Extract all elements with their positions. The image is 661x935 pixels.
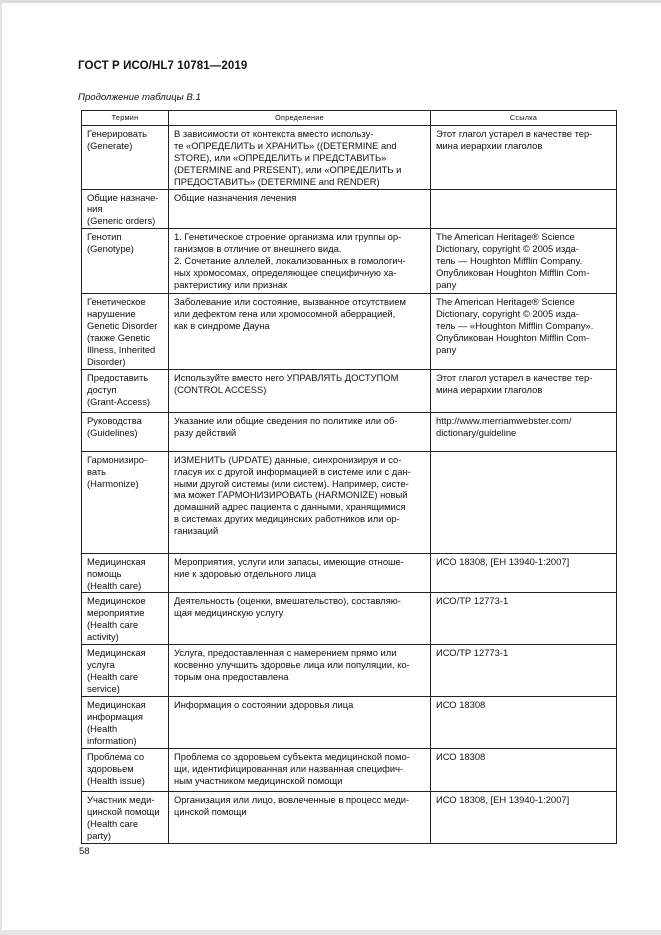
term-cell-line: Проблема со <box>87 751 145 763</box>
definition-cell-line: ными другой системы (или систем). Например, систе- <box>174 477 409 489</box>
definition-cell-line: Используйте вместо него УПРАВЛЯТЬ ДОСТУПОМ <box>174 371 399 383</box>
definition-cell-line: или дефектом гена или хромосомной аберрацией, <box>174 308 396 320</box>
definition-cell-line: Информация о состоянии здоровья лица <box>174 699 354 711</box>
term-cell-line: (Health care <box>87 619 139 631</box>
table-row <box>82 126 617 190</box>
column-header-term: Термин <box>82 111 169 126</box>
term-cell-line: (Health care) <box>87 579 142 591</box>
table-row <box>82 645 617 697</box>
definition-cell-line: ИЗМЕНИТЬ (UPDATE) данные, синхронизируя и со- <box>174 453 402 465</box>
table-caption: Продолжение таблицы В.1 <box>78 92 201 103</box>
term-cell <box>82 792 169 844</box>
table-row <box>82 553 617 593</box>
definition-cell <box>169 792 431 844</box>
definition-cell <box>169 126 431 190</box>
term-cell <box>82 553 169 593</box>
term-cell-line: ния <box>87 203 103 215</box>
reference-cell <box>431 697 617 749</box>
reference-cell <box>431 593 617 645</box>
term-cell-line: Генерировать <box>87 128 147 139</box>
term-cell <box>82 126 169 190</box>
table-row <box>82 451 617 553</box>
term-cell-line: (Grant-Access) <box>87 395 151 407</box>
definition-cell-line: ПРЕДОСТАВИТЬ» (DETERMINE and RENDER) <box>174 175 380 187</box>
reference-cell <box>431 451 617 553</box>
reference-cell-line: pany <box>436 278 457 290</box>
document-header: ГОСТ Р ИСО/HL7 10781—2019 <box>78 60 248 72</box>
page-edge-left <box>0 0 2 935</box>
reference-cell <box>431 294 617 369</box>
term-cell-line: доступ <box>87 383 117 395</box>
definition-cell-line: Общие назначения лечения <box>174 191 297 203</box>
term-cell-line: Disorder) <box>87 355 126 367</box>
definition-cell-line: разу действий <box>174 426 237 438</box>
table-row <box>82 749 617 792</box>
term-cell-line: информация <box>87 710 143 722</box>
reference-cell-line: dictionary/guideline <box>436 426 517 438</box>
term-cell-line: мероприятие <box>87 607 145 619</box>
definition-cell-line: цинской помощи <box>174 805 247 817</box>
term-cell-line: Гармонизиро- <box>87 453 148 465</box>
term-cell <box>82 412 169 451</box>
term-cell-line: (Health <box>87 722 118 734</box>
definition-cell-line: 1. Генетическое строение организма или группы ор- <box>174 231 402 243</box>
term-cell-line: Генотип <box>87 231 122 243</box>
term-cell <box>82 189 169 229</box>
reference-cell-line: Этот глагол устарел в качестве тер- <box>436 128 593 139</box>
term-cell-line: Медицинское <box>87 595 146 607</box>
definition-cell <box>169 412 431 451</box>
reference-cell-line: ИСО 18308 <box>436 751 486 763</box>
term-cell <box>82 369 169 412</box>
definition-cell <box>169 294 431 369</box>
term-cell-line: (Guidelines) <box>87 426 138 438</box>
definition-cell-line: ние к здоровью отдельного лица <box>174 567 317 579</box>
definition-cell-line: STORE), или «ОПРЕДЕЛИТЬ и ПРЕДСТАВИТЬ» <box>174 151 387 163</box>
definition-cell <box>169 645 431 697</box>
reference-cell-line: Опубликован Houghton Mifflin Com- <box>436 266 590 278</box>
term-cell <box>82 645 169 697</box>
definition-cell-line: Проблема со здоровьем субъекта медицинской помо- <box>174 751 410 763</box>
definition-cell-line: ным участником медицинской помощи <box>174 774 343 786</box>
definition-cell-line: щая медицинскую услугу <box>174 607 284 619</box>
term-cell-line: (Generic orders) <box>87 215 156 227</box>
definition-cell <box>169 553 431 593</box>
definition-cell <box>169 189 431 229</box>
page-edge-top <box>0 0 661 3</box>
term-cell-line: здоровьем <box>87 762 134 774</box>
definition-cell-line: В зависимости от контекста вместо использу- <box>174 128 374 139</box>
term-cell-line: (также Genetic <box>87 331 151 343</box>
table-row <box>82 369 617 412</box>
definition-cell-line: Заболевание или состояние, вызванное отсутствием <box>174 296 406 308</box>
table-row <box>82 189 617 229</box>
term-cell-line: услуга <box>87 658 115 670</box>
definition-cell <box>169 451 431 553</box>
definition-cell-line: Организация или лицо, вовлеченные в процесс меди- <box>174 794 410 806</box>
definition-cell-line: ганизаций <box>174 525 219 537</box>
reference-cell <box>431 749 617 792</box>
column-header-reference: Ссылка <box>431 111 617 126</box>
reference-cell <box>431 645 617 697</box>
term-cell-line: цинской помощи <box>87 805 160 817</box>
term-cell-line: (Health care <box>87 817 139 829</box>
definition-cell-line: Услуга, предоставленная с намерением прямо или <box>174 647 397 659</box>
term-cell-line: Общие назначе- <box>87 191 159 203</box>
page-edge-bottom <box>0 930 661 935</box>
table-row <box>82 412 617 451</box>
term-cell-line: Руководства <box>87 414 142 426</box>
reference-cell <box>431 126 617 190</box>
definition-cell-line: ма может ГАРМОНИЗИРОВАТЬ (HARMONIZE) новый <box>174 489 408 501</box>
term-cell-line: (Health care <box>87 670 139 682</box>
term-cell-line: Illness, Inherited <box>87 343 156 355</box>
reference-cell <box>431 792 617 844</box>
reference-cell-line: тель — «Houghton Mifflin Company». <box>436 320 594 332</box>
term-cell-line: Генетическое <box>87 296 146 308</box>
reference-cell <box>431 412 617 451</box>
term-cell-line: Медицинская <box>87 647 146 659</box>
definition-cell-line: ных хромосомах, определяющее специфичную ха- <box>174 266 397 278</box>
term-cell-line: (Generate) <box>87 139 133 151</box>
term-cell-line: нарушение <box>87 308 136 320</box>
table-row <box>82 294 617 369</box>
term-cell-line: (Genotype) <box>87 243 134 255</box>
definition-cell-line: те «ОПРЕДЕЛИТЬ и ХРАНИТЬ» ((DETERMINE and <box>174 139 397 151</box>
term-cell-line: activity) <box>87 631 119 643</box>
reference-cell-line: http://www.merriamwebster.com/ <box>436 414 572 426</box>
reference-cell-line: мина иерархии глаголов <box>436 383 543 395</box>
reference-cell-line: ИСО 18308, [ЕН 13940-1:2007] <box>436 555 570 567</box>
page-number: 58 <box>79 846 90 857</box>
reference-cell <box>431 229 617 294</box>
term-cell-line: Медицинская <box>87 699 146 711</box>
definition-cell-line: щи, идентифицированная или названная специфич- <box>174 762 404 774</box>
reference-cell <box>431 553 617 593</box>
term-cell <box>82 749 169 792</box>
reference-cell-line: The American Heritage® Science <box>436 296 575 308</box>
term-cell <box>82 229 169 294</box>
term-cell-line: (Health issue) <box>87 774 145 786</box>
term-cell-line: помощь <box>87 567 122 579</box>
reference-cell-line: ИСО/ТР 12773-1 <box>436 647 509 659</box>
definition-cell <box>169 369 431 412</box>
term-cell-line: service) <box>87 682 120 694</box>
term-cell-line: information) <box>87 734 137 746</box>
reference-cell-line: Dictionary, copyright © 2005 изда- <box>436 243 579 255</box>
reference-cell-line: Этот глагол устарел в качестве тер- <box>436 371 593 383</box>
definition-cell <box>169 229 431 294</box>
column-header-definition: Определение <box>169 111 431 126</box>
definition-cell <box>169 593 431 645</box>
reference-cell-line: ИСО 18308 <box>436 699 486 711</box>
definition-cell-line: торым она предоставлена <box>174 670 289 682</box>
definition-cell-line: домашний адрес пациента с данными, хранящимися <box>174 501 406 513</box>
reference-cell-line: тель — Houghton Mifflin Company. <box>436 255 583 267</box>
term-cell-line: (Harmonize) <box>87 477 139 489</box>
term-cell-line: Genetic Disorder <box>87 320 158 332</box>
term-cell <box>82 294 169 369</box>
reference-cell-line: мина иерархии глаголов <box>436 139 543 151</box>
term-cell <box>82 451 169 553</box>
reference-cell <box>431 369 617 412</box>
definition-cell-line: рактеристику или признак <box>174 278 288 290</box>
definition-cell-line: (DETERMINE and PRESENT), или «ОПРЕДЕЛИТЬ и <box>174 163 402 175</box>
table-row <box>82 697 617 749</box>
definition-cell-line: как в синдроме Дауна <box>174 320 270 332</box>
terms-table <box>81 110 617 844</box>
definition-cell-line: Указание или общие сведения по политике или об- <box>174 414 398 426</box>
reference-cell-line: ИСО 18308, [ЕН 13940-1:2007] <box>436 794 570 806</box>
table-header-row <box>82 111 617 126</box>
table-row <box>82 229 617 294</box>
definition-cell-line: (CONTROL ACCESS) <box>174 383 267 395</box>
term-cell-line: Медицинская <box>87 555 146 567</box>
term-cell-line: вать <box>87 465 107 477</box>
definition-cell <box>169 697 431 749</box>
term-cell-line: Предоставить <box>87 371 149 383</box>
reference-cell-line: ИСО/ТР 12773-1 <box>436 595 509 607</box>
table-body <box>82 126 617 844</box>
definition-cell-line: в системах других медицинских работников или ор- <box>174 513 400 525</box>
term-cell <box>82 593 169 645</box>
definition-cell-line: 2. Сочетание аллелей, локализованных в гомологич- <box>174 255 406 267</box>
definition-cell-line: косвенно улучшить здоровье лица или популяции, ко- <box>174 658 410 670</box>
table-row <box>82 792 617 844</box>
table-row <box>82 593 617 645</box>
definition-cell <box>169 749 431 792</box>
reference-cell-line: The American Heritage® Science <box>436 231 575 243</box>
reference-cell <box>431 189 617 229</box>
definition-cell-line: Мероприятия, услуги или запасы, имеющие отноше- <box>174 555 404 567</box>
definition-cell-line: ганизмов в отличие от внешнего вида. <box>174 243 342 255</box>
term-cell <box>82 697 169 749</box>
reference-cell-line: Dictionary, copyright © 2005 изда- <box>436 308 579 320</box>
definition-cell-line: гласуя их с другой информацией в системе или с дан- <box>174 465 411 477</box>
term-cell-line: party) <box>87 829 111 841</box>
definition-cell-line: Деятельность (оценки, вмешательство), составляю- <box>174 595 401 607</box>
reference-cell-line: Опубликован Houghton Mifflin Com- <box>436 331 590 343</box>
reference-cell-line: pany <box>436 343 457 355</box>
term-cell-line: Участник меди- <box>87 794 155 806</box>
